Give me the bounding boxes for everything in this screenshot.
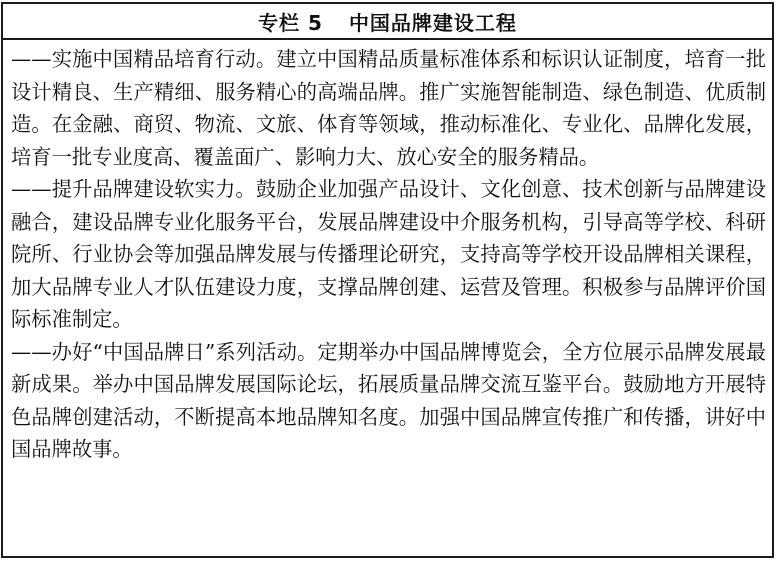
box-title: 中国品牌建设工程 — [348, 10, 517, 35]
paragraph-quality-products: ——实施中国精品培育行动。建立中国精品质量标准体系和标识认证制度，培育一批设计精良、生产精细、服务精心的高端品牌。推广实施智能制造、绿色制造、优质制造。在金融、商贸、物流、文旅、体育等领域，推动标准化、专业化、品牌化发展，培育一批专业度高、覆盖面广、影响力大、放心安全的服务精品。 — [11, 47, 766, 169]
column-box — [1, 2, 774, 558]
box-label: 专栏 5 — [258, 10, 323, 35]
paragraph-brand-day: ——办好“中国品牌日”系列活动。定期举办中国品牌博览会，全方位展示品牌发展最新成果。举办中国品牌发展国际论坛，拓展质量品牌交流互鉴平台。鼓励地方开展特色品牌创建活动，不断提高本地品牌知名度。加强中国品牌宣传推广和传播，讲好中国品牌故事。 — [11, 339, 766, 461]
paragraph-brand-soft-power: ——提升品牌建设软实力。鼓励企业加强产品设计、文化创意、技术创新与品牌建设融合，建设品牌专业化服务平台，发展品牌建设中介服务机构，引导高等学校、科研院所、行业协会等加强品牌发展与传播理论研究，支持高等学校开设品牌相关课程，加大品牌专业人才队伍建设力度，支撑品牌创建、运营及管理。积极参与品牌评价国际标准制定。 — [11, 177, 766, 331]
box-header — [3, 4, 772, 40]
box-content — [3, 40, 772, 466]
